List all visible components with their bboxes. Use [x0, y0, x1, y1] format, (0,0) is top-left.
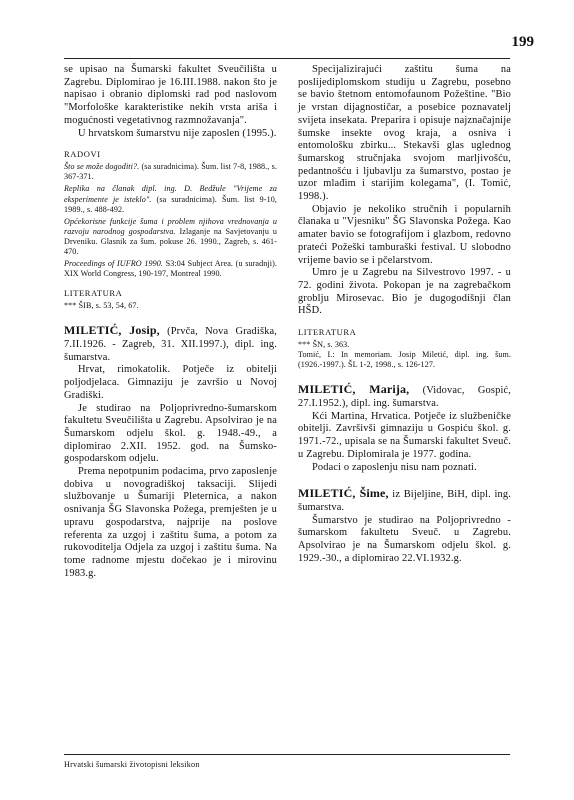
intro-paragraph: se upisao na Šumarski fakultet Sveučilišta u Zagrebu. Diplomirao je 16.III.1988. nakon što je napisao i obranio diplomski rad pod naslovom "Morfološke karakteristike nekih vrsta ariša i mogućnosti vegetativnog razmnožavanja". [64, 64, 277, 126]
entry-paragraph: Specijalizirajući zaštitu šuma na poslijediplomskom studiju u Zagrebu, posebno se bavio štetnom entomofaunom Požeštine. "Bio je vrstan dijagnostičar, a posebice poznavatelj svijeta insekata. Preparira i opisuje najznačajnije šumske insekte ovog kraja, a osniva i entomološku zbirku... Stekavši glas uglednog šumarskog stručnjaka svojom marljivošću, pedantnošću i ljubavlju za šumarstvo, postao je uzor mlađim i starijim kolegama", (I. Tomić, 1998.). [298, 64, 511, 203]
entry-name: MILETIĆ, Šime, [298, 486, 389, 501]
page-number: 199 [511, 34, 534, 50]
entry-name: MILETIĆ, Marija, [298, 382, 410, 397]
entry-paragraph: Podaci o zaposlenju nisu nam poznati. [312, 461, 477, 473]
entry-paragraph: Je studirao na Poljoprivredno-šumarskom fakultetu Sveučilišta u Zagrebu. Apsolvirao je na Šumarskom odjelu škol. g. 1948.-49., a diplomirao 2.XII. 1952. god. na Šumsko-gospodarskom odjelu. [64, 402, 277, 465]
intro-paragraph-2: U hrvatskom šumarstvu nije zaposlen (1995.). [78, 127, 277, 139]
entry-paragraph: Hrvat, rimokatolik. Potječe iz obitelji poljodjelaca. Gimnaziju je završio u Novoj Gradiški. [64, 364, 277, 401]
literature-item: *** ŠIB, s. 53, 54, 67. [64, 301, 139, 311]
top-rule [64, 58, 510, 59]
literature-heading: LITERATURA [64, 288, 123, 299]
bottom-rule [64, 754, 510, 755]
works-heading: RADOVI [64, 149, 101, 160]
entry-marija: MILETIĆ, Marija, (Vidovac, Gospić, 27.I.1952.), dipl. ing. šumarstva. [298, 382, 511, 410]
work-item: Što se može dogoditi?. (sa suradnicima). Šum. list 7-8, 1988., s. 367-371. [64, 162, 277, 182]
entry-paragraph: Prema nepotpunim podacima, prvo zaposlenje dobiva u novogradiškoj taksaciji. Slijedi službovanje u Šumariji Pleternica, a nakon osnivanja ŠG Slavonska Požega, premješten je u upravu gospodarstva, najprije na poslove referenta za uzgoj i zaštitu šuma, a potom za rukovoditelja Odjela za uzgoj i zaštitu šuma. Na tome radnome mjestu dočekao je i mirovinu 1983.g. [64, 466, 277, 579]
entry-paragraph: Objavio je nekoliko stručnih i popularnih članaka u "Vjesniku" ŠG Slavonska Požega. Kao amater bavio se fotografijom i glazbom, redovno prateći Požeški tamburaški festival. U slobodno vrijeme bavio se i pčelarstvom. [298, 203, 511, 266]
entry-paragraph: Šumarstvo je studirao na Poljoprivredno - šumarskom fakultetu Sveuč. u Zagrebu. Apsolvirao je na Šumarskom odjelu škol. g. 1929.-30., a diplomirao 22.VI.1932.g. [298, 514, 511, 564]
entry-name: MILETIĆ, Josip, [64, 323, 160, 338]
entry-josip: MILETIĆ, Josip, (Prvča, Nova Gradiška, 7.II.1926. - Zagreb, 31. XII.1997.), dipl. ing. šumarstva. [64, 323, 277, 363]
literature-item: *** ŠN, s. 363. [298, 340, 350, 350]
left-column [64, 64, 277, 580]
entry-paragraph: Umro je u Zagrebu na Silvestrovo 1997. - u 72. godini života. Pokopan je na zagrebačkom groblju Mirosevac. Bio je dugogodišnji član HŠD. [298, 267, 511, 317]
work-item: Općekorisne funkcije šuma i problem njihova vrednovanja u razvoju narodnog gospodarstva. Izlaganje na Savjetovanju u Drveniku. Glasnik za šum. pokuse 26. 1990., Zagreb, s. 461-470. [64, 216, 277, 256]
literature-item: Tomić, I.: In memoriam. Josip Miletić, dipl. ing. šum. (1926.-1997.). ŠL 1-2, 1998., s. 126-127. [298, 350, 511, 370]
right-column [298, 64, 511, 565]
work-item: Proceedings of IUFRO 1990. S3:04 Subject Area. (u suradnji). XIX World Congress, 190-197, Montreal 1990. [64, 259, 277, 279]
entry-paragraph: Kći Martina, Hrvatica. Potječe iz službeničke obitelji. Završivši gimnaziju u Gospiću škol. g. 1971.-72., upisala se na Šumarski fakultet Sveuč. u Zagrebu. Diplomirala je 1977. godina. [298, 410, 511, 460]
entry-sime: MILETIĆ, Šime, iz Bijeljine, BiH, dipl. ing. šumarstva. [298, 486, 511, 513]
literature-heading: LITERATURA [298, 327, 357, 338]
work-item: Replika na članak dipl. ing. D. Bedžule "Vrijeme za eksperimente je isteklo". (sa suradnicima). Šum. list 9-10, 1989., s. 488-492. [64, 184, 277, 214]
page-footer: Hrvatski šumarski životopisni leksikon [64, 760, 200, 769]
